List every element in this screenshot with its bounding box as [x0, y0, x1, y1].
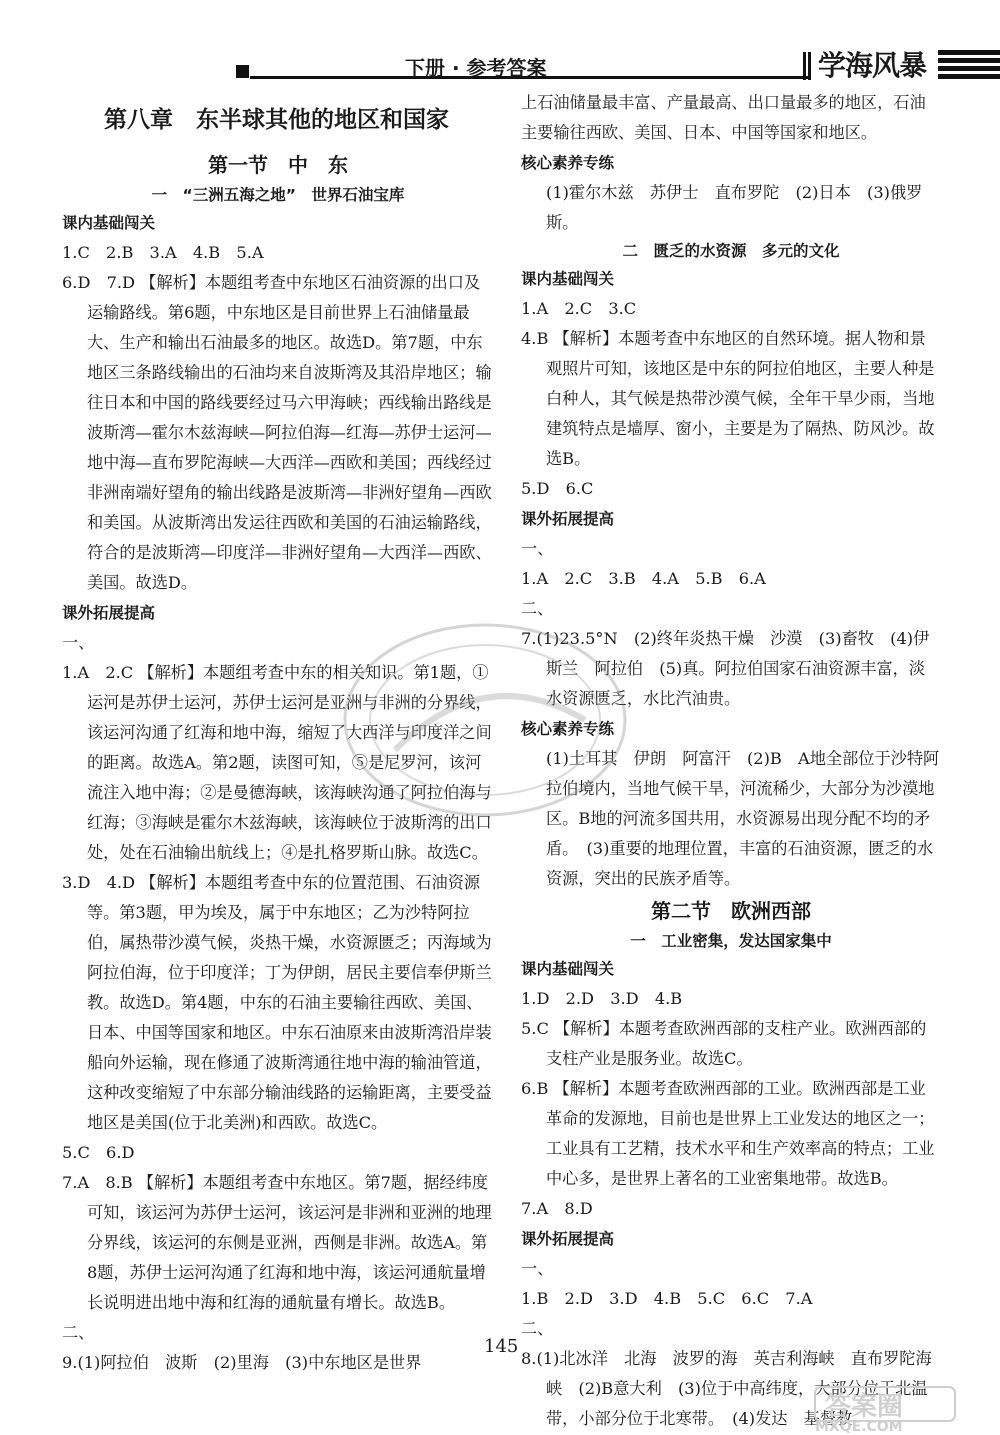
header-title: 下册 · 参考答案: [405, 56, 547, 80]
exercise-heading: 课内基础闯关: [521, 270, 615, 288]
answer-analysis: 4.B 【解析】本题考查中东地区的自然环境。据人物和景观照片可知，该地区是中东的阿拉伯地区，主要人种是白种人，其气候是热带沙漠气候，全年干旱少雨，当地建筑特点是墙厚、窗小，主要是为了隔热、防风沙。故选B。: [521, 329, 935, 468]
part-label: 二、: [521, 599, 554, 618]
exercise-heading: 课外拓展提高: [521, 1230, 615, 1248]
answer-analysis: 6.B 【解析】本题考查欧洲西部的工业。欧洲西部是工业革命的发源地，目前也是世界上工业发达的地区之一；工业具有工艺精，技术水平和生产效率高的特点；工业中心多，是世界上著名的工业密集地带。故选B。: [521, 1079, 935, 1188]
header-marker: [236, 65, 249, 78]
answer-line: 1.A 2.C 3.C: [521, 299, 637, 318]
part-label: 二、: [62, 1323, 95, 1342]
chapter-title: 第八章 东半球其他的地区和国家: [104, 107, 449, 133]
exercise-heading: 课内基础闯关: [62, 214, 156, 232]
section-title: 第一节 中 东: [208, 153, 348, 177]
brand-logo: 学海风暴: [818, 49, 927, 82]
answer-analysis: 7.A 8.B 【解析】本题组考查中东地区。第7题，据经纬度可知，该运河为苏伊士运河，该运河是非洲和亚洲的地理分界线，该运河的东侧是亚洲，西侧是非洲。故选A。第8题，苏伊士运河沟通了红海和地中海，该运河通航量增长说明进出地中海和红海的通航量有增长。故选B。: [62, 1173, 492, 1312]
part-label: 一、: [62, 633, 95, 652]
answer-analysis: (1)土耳其 伊朗 阿富汗 (2)B A地全部位于沙特阿拉伯境内，当地气候干旱，河流稀少，大部分为沙漠地区。B地的河流多国共用，水资源易出现分配不均的矛盾。 (3)重要的地理位置，丰富的石油资源，匮乏的水资源，突出的民族矛盾等。: [546, 749, 940, 888]
subsection-title: 一 “三洲五海之地” 世界石油宝库: [151, 186, 405, 204]
answer-analysis: 5.C 【解析】本题考查欧洲西部的支柱产业。欧洲西部的支柱产业是服务业。故选C。: [521, 1019, 927, 1068]
answer-analysis: 3.D 4.D 【解析】本题组考查中东的位置范围、石油资源等。第3题，甲为埃及，属于中东地区；乙为沙特阿拉伯，属热带沙漠气候，炎热干燥，水资源匮乏；丙海域为阿拉伯海，位于印度洋；丁为伊朗，居民主要信奉伊斯兰教。故选D。第4题，中东的石油主要输往西欧、美国、日本、中国等国家和地区。中东石油原来由波斯湾沿岸装船向外运输，现在修通了波斯湾通往地中海的输油管道，这种改变缩短了中东部分输油线路的运输距离，主要受益地区是美国(位于北美洲)和西欧。故选C。: [62, 873, 492, 1132]
answer-line: 5.D 6.C: [521, 479, 594, 498]
subsection-title: 一 工业密集，发达国家集中: [630, 932, 832, 950]
answer-analysis: 6.D 7.D 【解析】本题组考查中东地区石油资源的出口及运输路线。第6题，中东地区是目前世界上石油储量最大、生产和输出石油最多的地区。故选D。第7题，中东地区三条路线输出的石油均来自波斯湾及其沿岸地区；输往日本和中国的路线要经过马六甲海峡；西线输出路线是波斯湾—霍尔木兹海峡—阿拉伯海—红海—苏伊士运河—地中海—直布罗陀海峡—大西洋—西欧和美国；西线经过非洲南端好望角的输出线路是波斯湾—非洲好望角—西欧和美国。从波斯湾出发运往西欧和美国的石油运输路线，符合的是波斯湾—印度洋—非洲好望角—大西洋—西欧、美国。故选D。: [62, 273, 492, 592]
part-label: 一、: [521, 1259, 554, 1278]
exercise-heading: 核心素养专练: [521, 720, 615, 738]
answer-line: 7.A 8.D: [521, 1199, 593, 1218]
site-watermark-logo: [600, 1385, 995, 1433]
exercise-heading: 核心素养专练: [521, 154, 615, 172]
part-label: 一、: [521, 539, 554, 558]
stamp-watermark: [335, 600, 665, 840]
answer-line: 5.C 6.D: [62, 1143, 135, 1162]
answer-line: 1.B 2.D 3.D 4.B 5.C 6.C 7.A: [521, 1289, 813, 1308]
subsection-title: 二 匮乏的水资源 多元的文化: [622, 242, 840, 260]
svg-text:答案圈: 答案圈: [825, 1392, 904, 1422]
answer-line: 7.(1)23.5°N (2)终年炎热干燥 沙漠 (3)畜牧 (4)伊斯兰 阿拉伯 (5)真。阿拉伯国家石油资源丰富，淡水资源匮乏，水比汽油贵。: [521, 629, 930, 708]
svg-text:MXQE.COM: MXQE.COM: [815, 1419, 903, 1433]
exercise-heading: 课内基础闯关: [521, 960, 615, 978]
answer-line: 8.(1)北冰洋 北海 波罗的海 英吉利海峡 直布罗陀海峡 (2)B意大利 (3)位于中高纬度，大部分位于北温带，小部分位于北寒带。 (4)发达 基督教: [521, 1349, 932, 1428]
answer-analysis: 1.A 2.C 【解析】本题组考查中东的相关知识。第1题，①运河是苏伊士运河，苏伊士运河是亚洲与非洲的分界线，该运河沟通了红海和地中海，缩短了大西洋与印度洋之间的距离。故选A。第2题，读图可知，⑤是尼罗河，该河流注入地中海；②是曼德海峡，该海峡沟通了阿拉伯海与红海；③海峡是霍尔木兹海峡，该海峡位于波斯湾的出口处，处在石油输出航线上；④是扎格罗斯山脉。故选C。: [62, 663, 492, 862]
answer-continuation: 上石油储量最丰富、产量最高、出口量最多的地区，石油主要输往西欧、美国、日本、中国等国家和地区。: [521, 93, 926, 142]
page-number: 145: [484, 1336, 519, 1357]
brand-stripes: [938, 50, 1000, 82]
exercise-heading: 课外拓展提高: [62, 604, 156, 622]
section-title: 第二节 欧洲西部: [651, 899, 811, 923]
answer-line: 1.D 2.D 3.D 4.B: [521, 989, 683, 1008]
answer-line: 9.(1)阿拉伯 波斯 (2)里海 (3)中东地区是世界: [62, 1353, 422, 1372]
header-divider: [803, 52, 811, 80]
part-label: 二、: [521, 1319, 554, 1338]
answer-line: 1.C 2.B 3.A 4.B 5.A: [62, 243, 264, 262]
answer-line: 1.A 2.C 3.B 4.A 5.B 6.A: [521, 569, 766, 588]
exercise-heading: 课外拓展提高: [521, 510, 615, 528]
answer-line: (1)霍尔木兹 苏伊士 直布罗陀 (2)日本 (3)俄罗斯。: [546, 183, 923, 232]
